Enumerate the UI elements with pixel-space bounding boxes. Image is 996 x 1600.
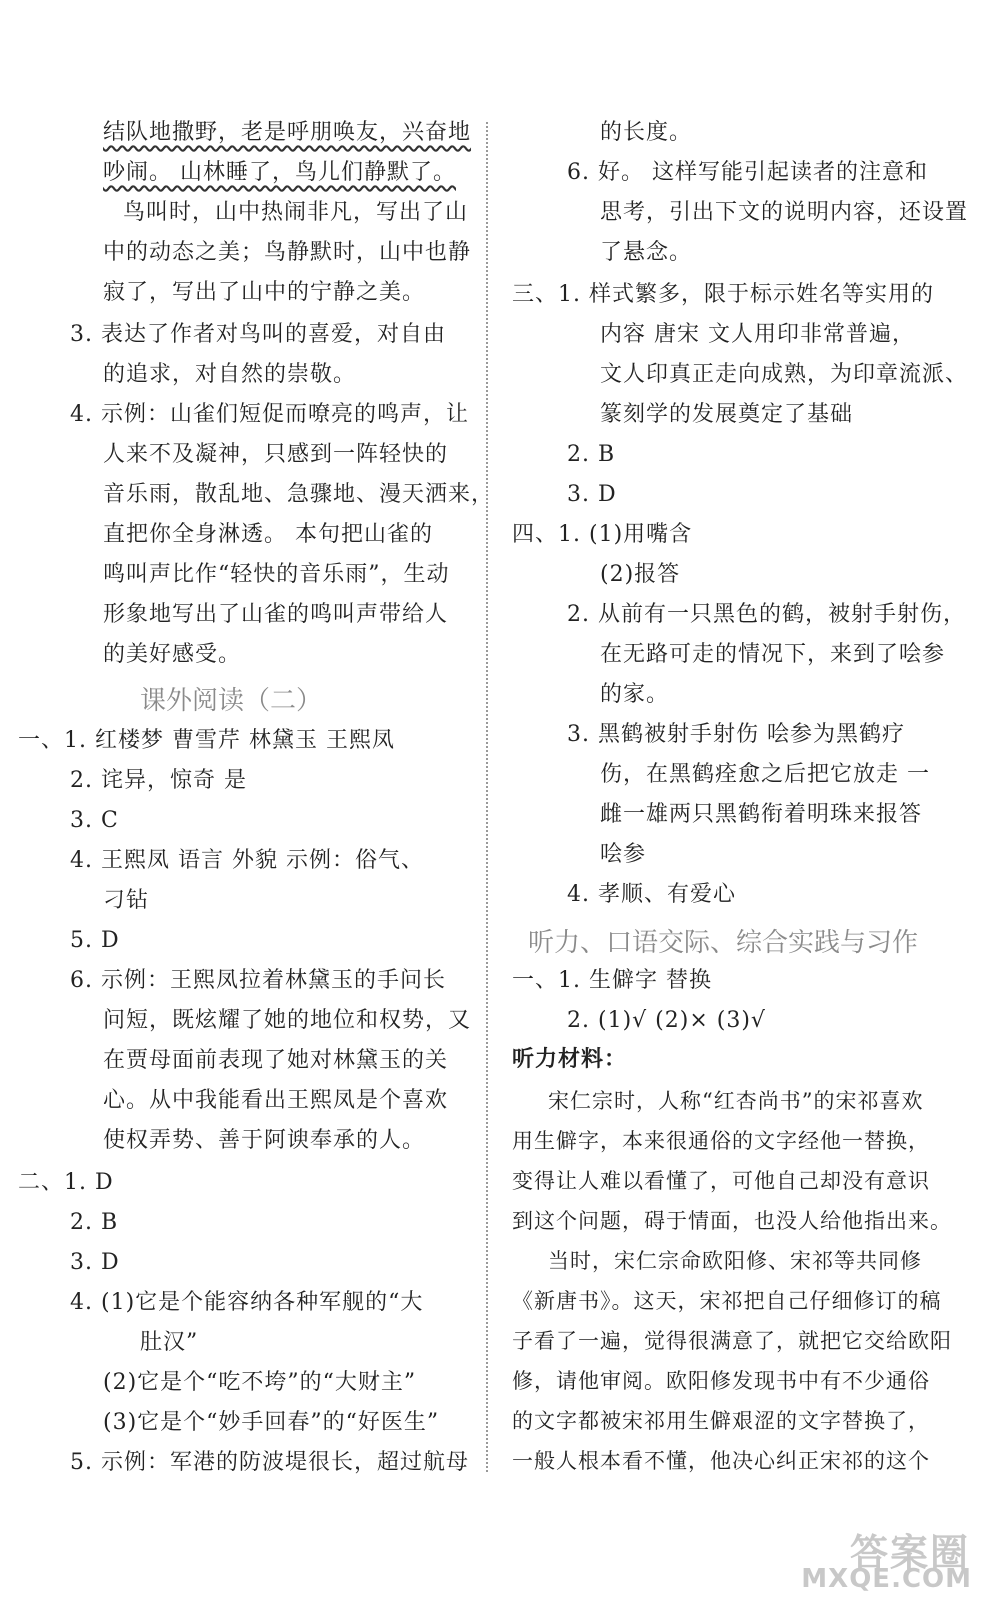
text-line: 的文字都被宋祁用生僻艰涩的文字替换了， — [512, 1409, 930, 1433]
text-line: 思考，引出下文的说明内容，还设置 — [600, 200, 969, 225]
text-line: 人来不及凝神，只感到一阵轻快的 — [103, 442, 449, 467]
section-heading: 听力、口语交际、综合实践与习作 — [528, 928, 919, 958]
text-line: 问短，既炫耀了她的地位和权势，又 — [103, 1008, 472, 1033]
text-line: 的美好感受。 — [103, 642, 242, 667]
answer-item: 2. 从前有一只黑色的鹤，被射手射伤， — [567, 602, 966, 627]
watermark-url: MXQE.COM — [801, 1564, 972, 1594]
answer-item: 三、1. 样式繁多，限于标示姓名等实用的 — [512, 282, 934, 307]
answer-item: 4. (1)它是个能容纳各种军舰的“大 — [70, 1290, 424, 1315]
text-line: 直把你全身淋透。 本句把山雀的 — [103, 522, 433, 547]
answer-item: 3. 黑鹤被射手射伤 哙参为黑鹤疗 — [567, 722, 905, 747]
text-line: 内容 唐宋 文人用印非常普遍， — [600, 322, 915, 347]
text-line: 音乐雨，散乱地、急骤地、漫天洒来， — [103, 482, 495, 507]
answer-item: 2. 诧异，惊奇 是 — [70, 768, 247, 793]
answer-item: 5. 示例：军港的防波堤很长，超过航母 — [70, 1450, 469, 1475]
text-line: 鸟叫时，山中热闹非凡，写出了山 — [123, 200, 469, 225]
text-line: 子看了一遍，觉得很满意了，就把它交给欧阳 — [512, 1329, 952, 1353]
text-line: 在贾母面前表现了她对林黛玉的关 — [103, 1048, 449, 1073]
text-line: 鸣叫声比作“轻快的音乐雨”，生动 — [103, 562, 450, 587]
answer-item: 2. B — [70, 1210, 119, 1235]
text-line: 文人印真正走向成熟，为印章流派、 — [600, 362, 969, 387]
text-line: 结队地撒野，老是呼朋唤友，兴奋地 — [103, 120, 472, 145]
text-line: 吵闹。 山林睡了，鸟儿们静默了。 — [103, 160, 456, 185]
text-line: 修，请他审阅。欧阳修发现书中有不少通俗 — [512, 1369, 930, 1393]
answer-item: 3. 表达了作者对鸟叫的喜爱，对自由 — [70, 322, 446, 347]
answer-item: 一、1. 红楼梦 曹雪芹 林黛玉 王熙凤 — [18, 728, 395, 753]
text-line: 使权弄势、善于阿谀奉承的人。 — [103, 1128, 426, 1153]
text-line: 的追求，对自然的崇敬。 — [103, 362, 357, 387]
answer-item: 6. 好。 这样写能引起读者的注意和 — [567, 160, 928, 185]
text-line: 变得让人难以看懂了，可他自己却没有意识 — [512, 1169, 930, 1193]
text-line: 到这个问题，碍于情面，也没人给他指出来。 — [512, 1209, 952, 1233]
text-line: 用生僻字，本来很通俗的文字经他一替换， — [512, 1129, 930, 1153]
text-line: 寂了，写出了山中的宁静之美。 — [103, 280, 426, 305]
answer-item: 二、1. D — [18, 1170, 114, 1195]
text-line: 中的动态之美；鸟静默时，山中也静 — [103, 240, 472, 265]
answer-item: 四、1. (1)用嘴含 — [512, 522, 693, 547]
text-line: 篆刻学的发展奠定了基础 — [600, 402, 854, 427]
text-line: 当时，宋仁宗命欧阳修、宋祁等共同修 — [548, 1249, 922, 1273]
site-watermark — [768, 1522, 978, 1592]
text-line: 了悬念。 — [600, 240, 693, 265]
text-line: 肚汉” — [140, 1330, 199, 1355]
text-line: 宋仁宗时，人称“红杏尚书”的宋祁喜欢 — [548, 1089, 924, 1113]
answer-item: 4. 示例：山雀们短促而嘹亮的鸣声，让 — [70, 402, 469, 427]
text-line: 一般人根本看不懂，他决心纠正宋祁的这个 — [512, 1449, 930, 1473]
section-heading: 课外阅读（二） — [140, 686, 323, 716]
text-line: 《新唐书》。这天，宋祁把自己仔细修订的稿 — [512, 1289, 942, 1313]
answer-item: 4. 王熙凤 语言 外貌 示例：俗气、 — [70, 848, 424, 873]
text-line: 形象地写出了山雀的鸣叫声带给人 — [103, 602, 449, 627]
text-line: 心。从中我能看出王熙凤是个喜欢 — [103, 1088, 449, 1113]
text-line: 雌一雄两只黑鹤衔着明珠来报答 — [600, 802, 923, 827]
answer-item: 5. D — [70, 928, 120, 953]
answer-item: 2. B — [567, 442, 616, 467]
answer-item: 3. D — [70, 1250, 120, 1275]
text-line: (2)它是个“吃不垮”的“大财主” — [103, 1370, 417, 1395]
listening-material-label: 听力材料： — [512, 1046, 628, 1072]
answer-item: 3. D — [567, 482, 617, 507]
column-divider — [486, 122, 488, 1472]
text-line: (2)报答 — [600, 562, 681, 587]
watermark-logo-text: 答案圈 — [849, 1531, 970, 1575]
text-line: 的长度。 — [600, 120, 693, 145]
text-line: (3)它是个“妙手回春”的“好医生” — [103, 1410, 440, 1435]
answer-item: 2. (1)√ (2)× (3)√ — [567, 1008, 766, 1033]
answer-item: 一、1. 生僻字 替换 — [512, 968, 712, 993]
answer-item: 4. 孝顺、有爱心 — [567, 882, 736, 907]
text-line: 的家。 — [600, 682, 670, 707]
text-line: 哙参 — [600, 842, 647, 867]
answer-item: 3. C — [70, 808, 119, 833]
text-line: 伤，在黑鹤痊愈之后把它放走 一 — [600, 762, 930, 787]
text-line: 在无路可走的情况下，来到了哙参 — [600, 642, 946, 667]
answer-item: 6. 示例：王熙凤拉着林黛玉的手问长 — [70, 968, 446, 993]
text-line: 刁钻 — [103, 888, 150, 913]
